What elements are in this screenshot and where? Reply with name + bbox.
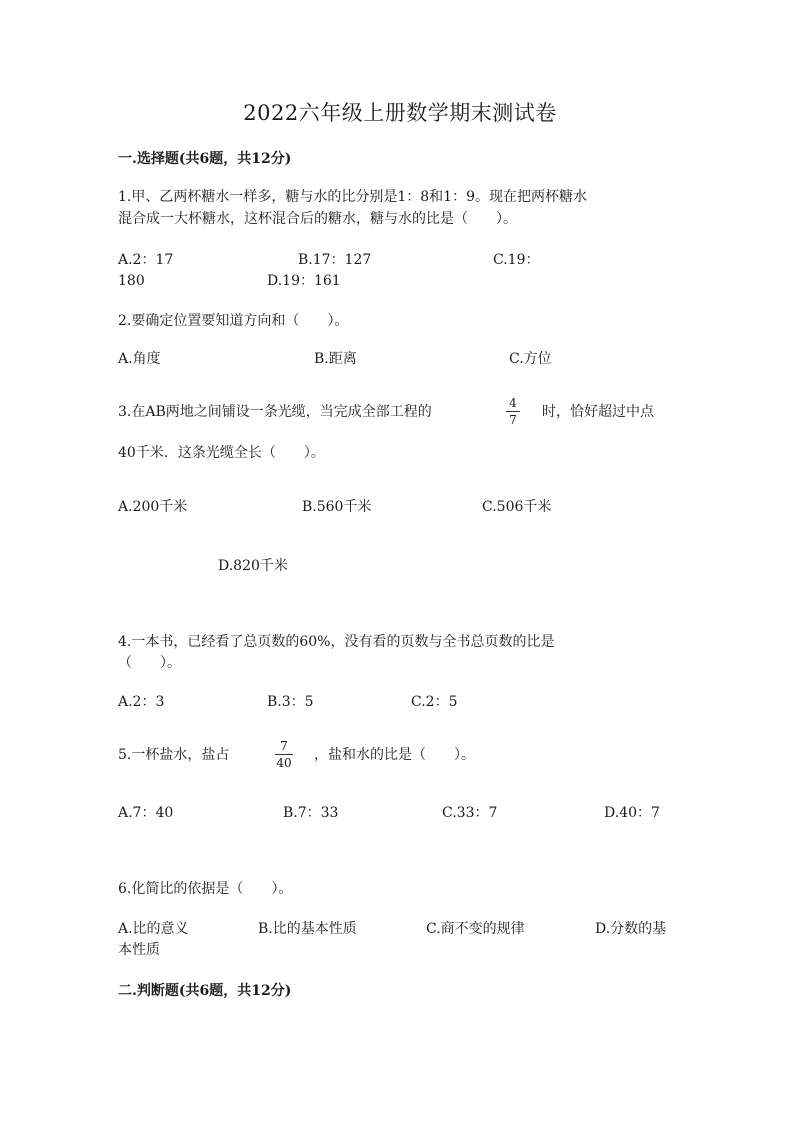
fraction-bar bbox=[506, 411, 520, 412]
option-b: B.3：5 bbox=[267, 694, 314, 710]
question-text: 6.化简比的依据是（ ）。 bbox=[118, 881, 293, 897]
fraction-bar bbox=[275, 754, 293, 755]
option-d: D.40：7 bbox=[604, 805, 660, 821]
option-c: C.19： bbox=[493, 252, 540, 268]
fraction bbox=[272, 739, 296, 770]
question-text: 4.一本书，已经看了总页数的60%，没有看的页数与全书总页数的比是 bbox=[118, 634, 555, 650]
question-text: 2.要确定位置要知道方向和（ ）。 bbox=[118, 313, 349, 329]
option-c: C.商不变的规律 bbox=[426, 921, 525, 937]
option-d: D.分数的基 bbox=[595, 921, 667, 937]
option-a: A.2：17 bbox=[118, 252, 174, 268]
option-c: C.506千米 bbox=[482, 499, 552, 515]
question-text: （ ）。 bbox=[118, 655, 181, 671]
question-text: ，盐和水的比是（ ）。 bbox=[314, 747, 475, 763]
fraction-numerator: 7 bbox=[280, 739, 288, 753]
fraction bbox=[503, 396, 523, 427]
option-a: A.7：40 bbox=[118, 805, 174, 821]
question-text: 40千米．这条光缆全长（ ）。 bbox=[118, 445, 325, 461]
fraction-denominator: 40 bbox=[276, 756, 292, 770]
question-text: 时，恰好超过中点 bbox=[542, 404, 654, 420]
question-text: 混合成一大杯糖水，这杯混合后的糖水，糖与水的比是（ ）。 bbox=[118, 211, 517, 227]
option-b: B.7：33 bbox=[283, 805, 339, 821]
question-text: 3.在AB两地之间铺设一条光缆，当完成全部工程的 bbox=[118, 404, 432, 420]
option-c-continued: 180 bbox=[118, 273, 145, 289]
fraction-denominator: 7 bbox=[509, 413, 517, 427]
option-a: A.角度 bbox=[118, 351, 161, 367]
option-d: D.820千米 bbox=[218, 558, 288, 574]
option-b: B.560千米 bbox=[302, 499, 372, 515]
option-d-continued: 本性质 bbox=[118, 942, 160, 958]
option-b: B.距离 bbox=[314, 351, 357, 367]
option-a: A.200千米 bbox=[118, 499, 188, 515]
option-a: A.比的意义 bbox=[118, 921, 189, 937]
option-c: C.33：7 bbox=[442, 805, 498, 821]
fraction-numerator: 4 bbox=[509, 396, 517, 410]
section-heading-judgment: 二.判断题(共6题，共12分) bbox=[118, 983, 292, 999]
question-text: 5.一杯盐水，盐占 bbox=[118, 747, 230, 763]
option-a: A.2：3 bbox=[118, 694, 165, 710]
option-c: C.方位 bbox=[509, 351, 552, 367]
option-b: B.17：127 bbox=[298, 252, 372, 268]
option-c: C.2：5 bbox=[411, 694, 458, 710]
section-heading-choice: 一.选择题(共6题，共12分) bbox=[118, 151, 292, 167]
page-title: 2022六年级上册数学期末测试卷 bbox=[243, 101, 557, 125]
option-b: B.比的基本性质 bbox=[258, 921, 357, 937]
option-d: D.19：161 bbox=[267, 273, 341, 289]
question-text: 1.甲、乙两杯糖水一样多，糖与水的比分别是1：8和1：9。现在把两杯糖水 bbox=[118, 189, 587, 205]
